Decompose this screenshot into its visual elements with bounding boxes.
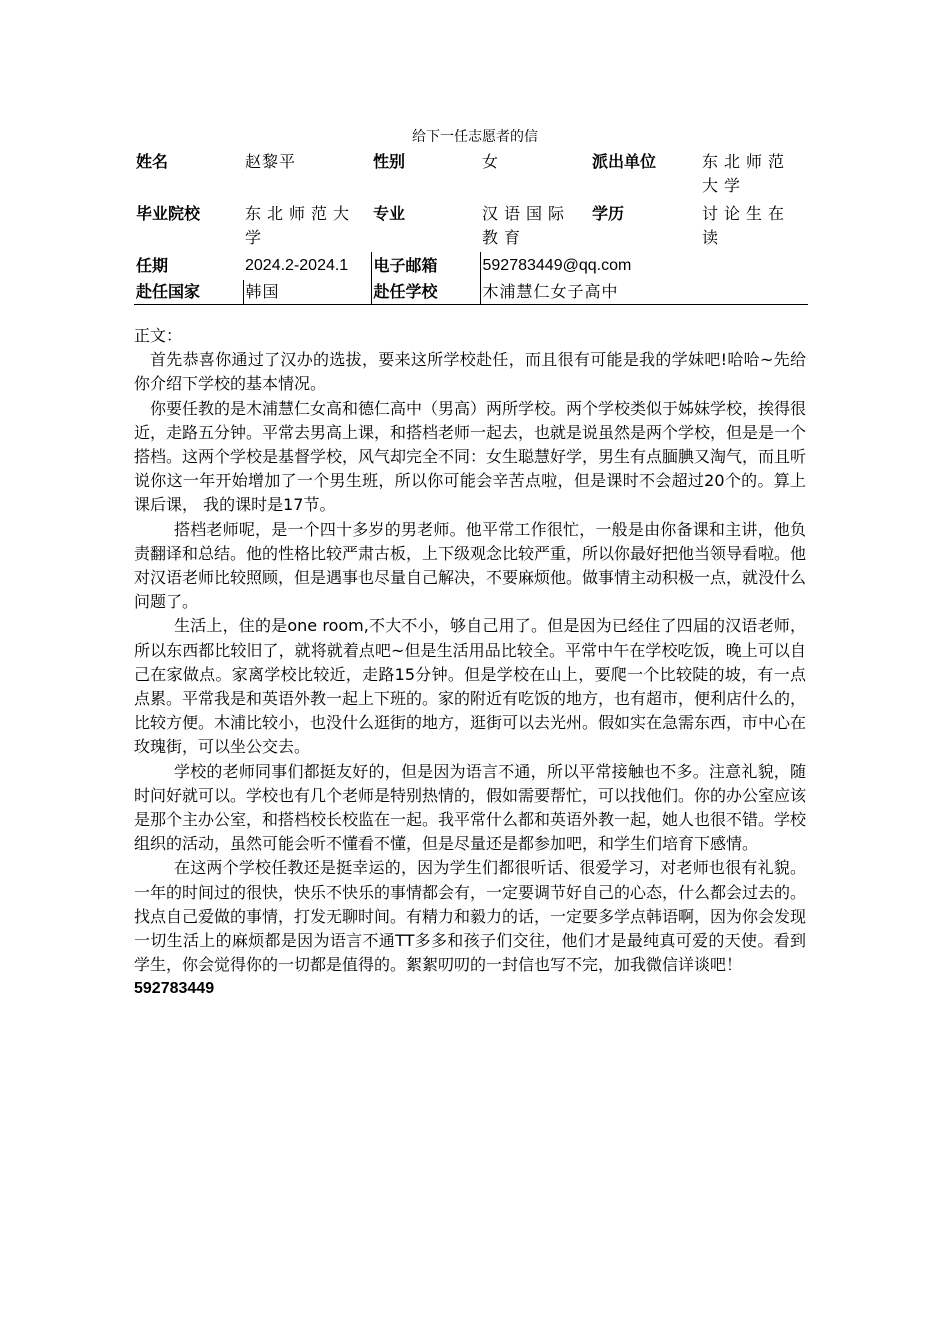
paragraph-5: 学校的老师同事们都挺友好的，但是因为语言不通，所以平常接触也不多。注意礼貌，随时问好就可以。学校也有几个老师是特别热情的，假如需要帮忙，可以找他们。你的办公室应该是那个主办公室，和搭档校长校监在一起。我平常什么都和英语外教一起，她人也很不错。学校组织的活动，虽然可能会听不懂看不懂，但是尽量还是都参加吧，和学生们培育下感情。 [134,761,807,854]
school-label: 赴任学校 [371,280,480,305]
gender-value: 女 [482,152,500,171]
name-value: 赵黎平 [245,152,297,171]
body-label: 正文： [134,326,183,345]
gender-label: 性别 [373,152,406,171]
graduate-school-value: 东北师范大学 [245,204,356,247]
paragraph-1: 首先恭喜你通过了汉办的选拔，要来这所学校赴任，而且很有可能是我的学妹吧!哈哈~先给你介绍下学校的基本情况。 [134,350,806,394]
paragraph-4: 生活上，住的是one room,不大不小，够自己用了。但是因为已经住了四届的汉语老师，所以东西都比较旧了，就将就着点吧~但是生活用品比较全。平常中午在学校吃饭，晚上可以自己在家做点。家离学校比较近，走路15分钟。但是学校在山上，要爬一个比较陡的坡，有一点点累。平常我是和英语外教一起上下班的。家的附近有吃饭的地方，也有超市，便利店什么的，比较方便。木浦比较小，也没什么逛街的地方，逛街可以去光州。假如实在急需东西，市中心在玫瑰街，可以坐公交去。 [134,616,807,757]
paragraph-6: 在这两个学校任教还是挺幸运的，因为学生们都很听话、很爱学习，对老师也很有礼貌。一年的时间过的很快，快乐不快乐的事情都会有，一定要调节好自己的心态，什么都会过去的。找点自己爱做的事情，打发无聊时间。有精力和毅力的话，一定要多学点韩语啊，因为你会发现一切生活上的麻烦都是因为语言不通TT多多和孩子们交往，他们才是最纯真可爱的天使。看到学生，你会觉得你的一切都是值得的。絮絮叨叨的一封信也写不完，加我微信详谈吧！ [134,858,807,975]
major-label: 专业 [373,204,406,223]
dispatch-unit-label: 派出单位 [592,152,657,171]
document-title: 给下一任志愿者的信 [412,129,538,145]
name-label: 姓名 [136,152,169,171]
degree-label: 学历 [592,204,625,223]
degree-value: 讨论生在读 [702,204,791,247]
paragraph-2: 你要任教的是木浦慧仁女高和德仁高中（男高）两所学校。两个学校类似于姊妹学校，挨得很近，走路五分钟。平常去男高上课，和搭档老师一起去，也就是说虽然是两个学校，但是是一个搭档。这两个学校是基督学校，风气却完全不同：女生聪慧好学，男生有点腼腆又淘气，而且听说你这一年开始增加了一个男生班，所以你可能会辛苦点啦，但是课时不会超过20个的。算上课后课， 我的课时是17节。 [134,398,807,515]
school-value: 木浦慧仁女子高中 [480,280,808,305]
country-label: 赴任国家 [134,280,243,305]
email-value: 592783449@qq.com [480,252,808,280]
info-row-1 [134,148,808,200]
major-value: 汉语国际教育 [482,204,571,247]
email-label: 电子邮箱 [371,252,480,280]
volunteer-info-table [134,148,808,305]
country-value: 韩国 [243,280,371,305]
letter-body [134,324,806,1002]
term-value: 2024.2-2024.1 [245,257,349,274]
graduate-school-label: 毕业院校 [136,204,201,223]
info-row-4 [134,280,808,305]
term-label: 任期 [136,256,169,275]
paragraph-3: 搭档老师呢，是一个四十多岁的男老师。他平常工作很忙，一般是由你备课和主讲，他负责翻译和总结。他的性格比较严肃古板，上下级观念比较严重，所以你最好把他当领导看啦。他对汉语老师比较照顾，但是遇事也尽量自己解决，不要麻烦他。做事情主动积极一点，就没什么问题了。 [134,519,807,612]
dispatch-unit-value: 东北师范大学 [702,152,791,195]
info-row-2 [134,200,808,252]
wechat-id: 592783449 [134,980,215,998]
info-row-3 [134,252,808,280]
